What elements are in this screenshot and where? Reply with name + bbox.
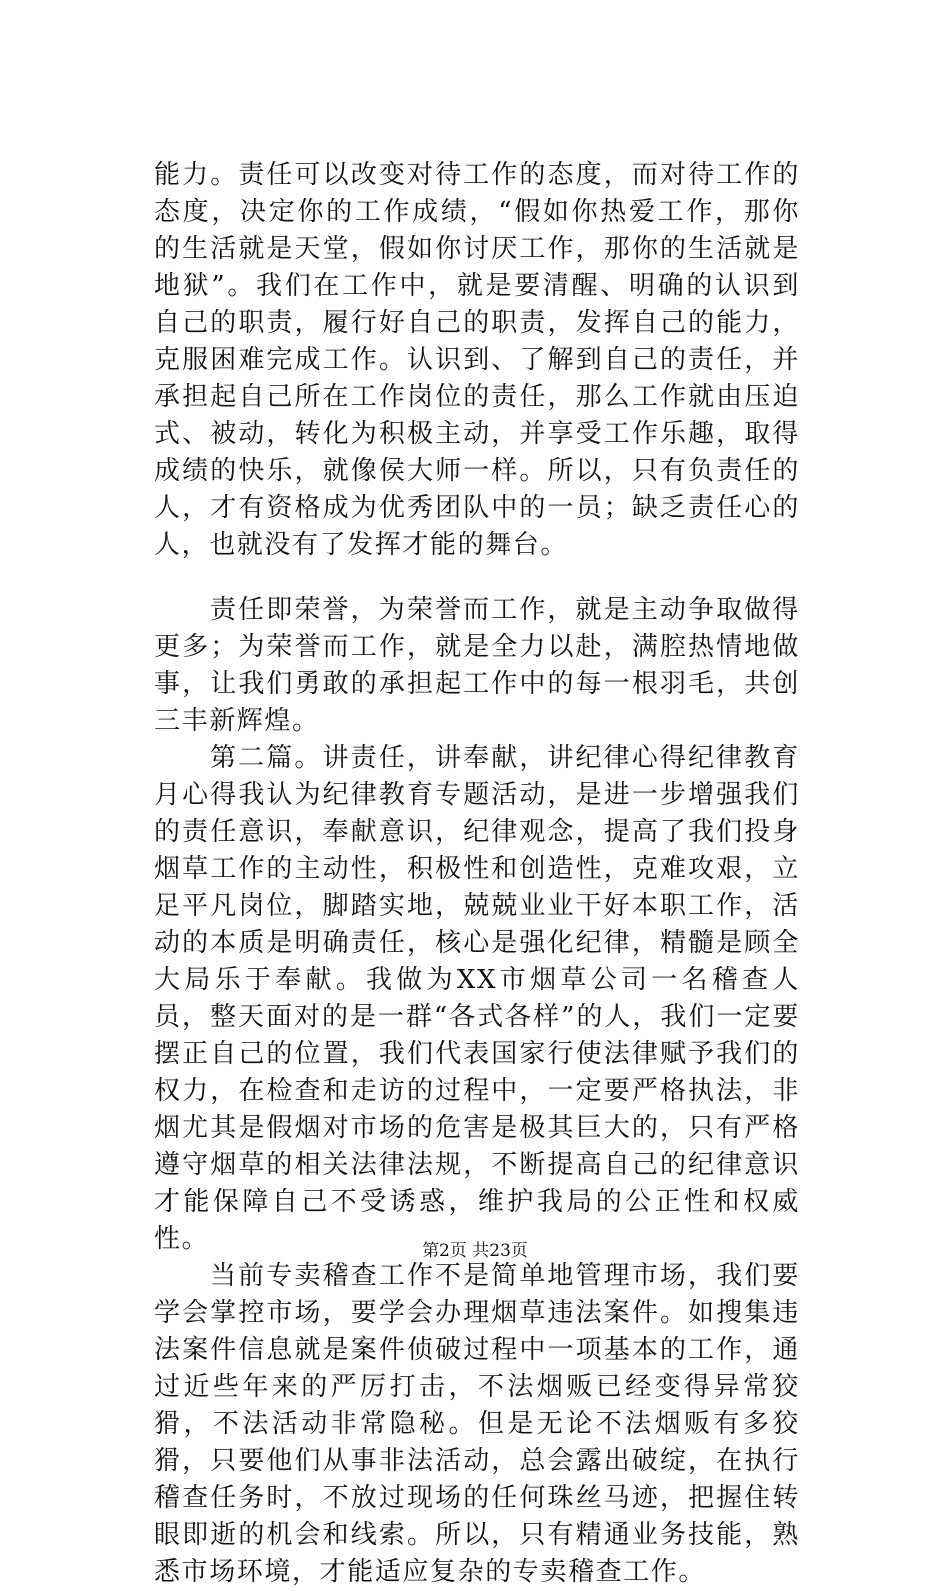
paragraph-inspection-work: 当前专卖稽查工作不是简单地管理市场，我们要学会掌控市场，要学会办理烟草违法案件。如搜集违法案件信息就是案件侦破过程中一项基本的工作，通过近些年来的严厉打击，不法烟贩已经变得异常狡猾，不法活动非常隐秘。但是无论不法烟贩有多狡猾，只要他们从事非法活动，总会露出破绽，在执行稽查任务时，不放过现场的任何珠丝马迹，把握住转眼即逝的机会和线索。所以，只有精通业务技能，熟悉市场环境，才能适应复杂的专卖稽查工作。 (154, 1261, 800, 1587)
paragraph-second-article: 第二篇。讲责任，讲奉献，讲纪律心得纪律教育月心得我认为纪律教育专题活动，是进一步增强我们的责任意识，奉献意识，纪律观念，提高了我们投身烟草工作的主动性，积极性和创造性，克难攻艰，立足平凡岗位，脚踏实地，兢兢业业干好本职工作，活动的本质是明确责任，核心是强化纪律，精髓是顾全大局乐于奉献。我做为XX市烟草公司一名稽查人员，整天面对的是一群“各式各样”的人，我们一定要摆正自己的位置，我们代表国家行使法律赋予我们的权力，在检查和走访的过程中，一定要严格执法，非烟尤其是假烟对市场的危害是极其巨大的，只有严格遵守烟草的相关法律法规，不断提高自己的纪律意识才能保障自己不受诱惑，维护我局的公正性和权威性。 (154, 743, 800, 1254)
paragraph-responsibility-attitude: 能力。责任可以改变对待工作的态度，而对待工作的态度，决定你的工作成绩，“假如你热爱工作，那你的生活就是天堂，假如你讨厌工作，那你的生活就是地狱”。我们在工作中，就是要清醒、明确的认识到自己的职责，履行好自己的职责，发挥自己的能力，克服困难完成工作。认识到、了解到自己的责任，并承担起自己所在工作岗位的责任，那么工作就由压迫式、被动，转化为积极主动，并享受工作乐趣，取得成绩的快乐，就像侯大师一样。所以，只有负责任的人，才有资格成为优秀团队中的一员；缺乏责任心的人，也就没有了发挥才能的舞台。 (154, 160, 800, 560)
paragraph-responsibility-honor: 责任即荣誉，为荣誉而工作，就是主动争取做得更多；为荣誉而工作，就是全力以赴，满腔热情地做事，让我们勇敢的承担起工作中的每一根羽毛，共创三丰新辉煌。 (154, 595, 800, 736)
page-number-footer: 第2页 共23页 (422, 1241, 528, 1261)
document-body (154, 157, 800, 1591)
